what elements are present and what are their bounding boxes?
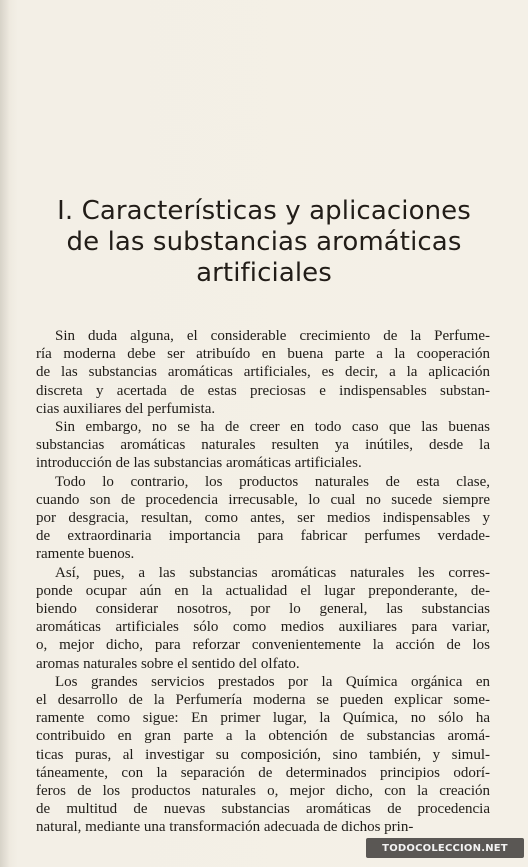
text-line: ramente como sigue: En primer lugar, la Química, no sólo ha bbox=[36, 710, 490, 727]
bleed-through-text bbox=[150, 40, 450, 56]
text-line: o, mejor dicho, para reforzar convenientemente la acción de los bbox=[36, 637, 490, 654]
text-line: biendo considerar nosotros, por lo general, las substancias bbox=[36, 601, 490, 618]
text-line: substancias aromáticas naturales resulten ya inútiles, desde la bbox=[36, 437, 490, 454]
text-line: contribuido en gran parte a la obtención de substancias aromá- bbox=[36, 728, 490, 745]
text-line: ticas puras, al investigar su composición, sino también, y simul- bbox=[36, 746, 490, 763]
text-line: cuando son de procedencia irrecusable, lo cual no sucede siempre bbox=[36, 491, 490, 508]
heading-line-1: I. Características y aplicaciones bbox=[57, 196, 471, 226]
paragraph bbox=[36, 673, 490, 837]
gutter-shadow bbox=[0, 0, 10, 867]
text-line: Así, pues, a las substancias aromáticas naturales les corres- bbox=[55, 564, 490, 581]
paragraph bbox=[36, 564, 490, 673]
text-line: aromáticas artificiales sólo como medios auxiliares para variar, bbox=[36, 619, 490, 636]
text-line: Sin embargo, no se ha de creer en todo caso que las buenas bbox=[55, 419, 490, 436]
text-line: ramente buenos. bbox=[36, 546, 135, 563]
text-line: de multitud de nuevas substancias aromáticas de procedencia bbox=[36, 801, 490, 818]
text-line: cias auxiliares del perfumista. bbox=[36, 400, 216, 417]
text-line: por desgracia, resultan, como antes, ser medios indispensables y bbox=[36, 510, 490, 527]
heading-line-3: artificiales bbox=[196, 258, 332, 288]
text-line: aromas naturales sobre el sentido del olfato. bbox=[36, 655, 300, 672]
paragraph bbox=[36, 418, 490, 473]
text-line: Los grandes servicios prestados por la Química orgánica en bbox=[55, 673, 490, 690]
text-line: el desarrollo de la Perfumería moderna se pueden explicar some- bbox=[36, 692, 490, 709]
text-line: introducción de las substancias aromáticas artificiales. bbox=[36, 455, 362, 472]
body-text bbox=[36, 327, 490, 837]
chapter-heading bbox=[20, 196, 508, 289]
text-line: táneamente, con la separación de determinados principios odorí- bbox=[36, 764, 490, 781]
text-line: feros de los productos naturales o, mejor dicho, con la creación bbox=[36, 783, 490, 800]
paragraph bbox=[36, 327, 490, 418]
text-line: de extraordinaria importancia para fabricar perfumes verdade- bbox=[36, 528, 490, 545]
text-line: discreta y acertada de estas preciosas e indispensables substan- bbox=[36, 382, 490, 399]
text-line: Sin duda alguna, el considerable crecimiento de la Perfume- bbox=[55, 328, 490, 344]
watermark: TODOCOLECCION.NET bbox=[366, 838, 524, 858]
text-line: natural, mediante una transformación adecuada de dichos prin- bbox=[36, 819, 414, 836]
text-line: ría moderna debe ser atribuído en buena parte a la cooperación bbox=[36, 346, 490, 363]
text-line: de las substancias aromáticas artificiales, es decir, a la aplicación bbox=[36, 364, 490, 381]
text-line: ponde ocupar aún en la actualidad el lugar preponderante, de- bbox=[36, 582, 490, 599]
text-line: Todo lo contrario, los productos naturales de esta clase, bbox=[55, 473, 490, 490]
paragraph bbox=[36, 473, 490, 564]
heading-line-2: de las substancias aromáticas bbox=[66, 227, 462, 257]
